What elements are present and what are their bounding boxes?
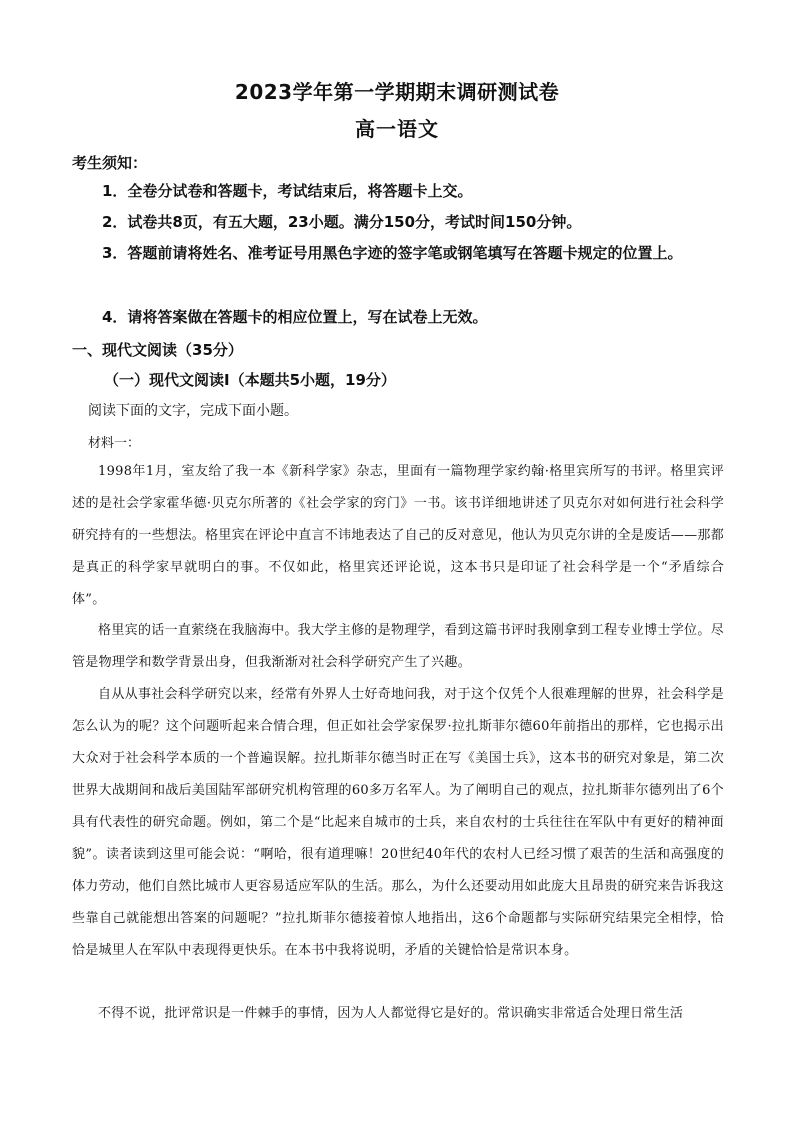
- section-heading: 一、现代文阅读（35分）: [72, 341, 243, 359]
- material-label: 材料一：: [88, 436, 141, 451]
- exam-title: 2023学年第一学期期末调研测试卷: [234, 80, 560, 104]
- notice-item: 1．全卷分试卷和答题卡，考试结束后，将答题卡上交。: [102, 182, 473, 200]
- notice-item: 3．答题前请将姓名、准考证号用黑色字迹的签字笔或钢笔填写在答题卡规定的位置上。: [102, 244, 683, 262]
- notice-item: 2．试卷共8页，有五大题，23小题。满分150分，考试时间150分钟。: [102, 213, 582, 231]
- exam-subtitle: 高一语文: [355, 117, 439, 141]
- notice-heading: 考生须知：: [72, 154, 148, 172]
- sub-section-heading: （一）现代文阅读Ⅰ（本题共5小题，19分）: [104, 371, 396, 389]
- reading-instruction: 阅读下面的文字，完成下面小题。: [88, 403, 298, 419]
- material-paragraph: 格里宾的话一直萦绕在我脑海中。我大学主修的是物理学，看到这篇书评时我刚拿到工程专业博士学位。尽管是物理学和数学背景出身，但我渐渐对社会科学研究产生了兴趣。: [72, 623, 724, 670]
- material-paragraph: 1998年1月，室友给了我一本《新科学家》杂志，里面有一篇物理学家约翰·格里宾所写的书评。格里宾评述的是社会学家霍华德·贝克尔所著的《社会学家的窍门》一书。该书详细地讲述了贝克尔对如何进行社会科学研究持有的一些想法。格里宾在评论中直言不讳地表达了自己的反对意见，他认为贝克尔讲的全是废话——那都是真正的科学家早就明白的事。不仅如此，格里宾还评论说，这本书只是印证了社会科学是一个“矛盾综合体”。: [72, 464, 724, 607]
- material-paragraph: 不得不说，批评常识是一件棘手的事情，因为人人都觉得它是好的。常识确实非常适合处理日常生活: [98, 1006, 684, 1021]
- notice-item: 4．请将答案做在答题卡的相应位置上，写在试卷上无效。: [102, 308, 488, 326]
- material-paragraph: 自从从事社会科学研究以来，经常有外界人士好奇地问我，对于这个仅凭个人很难理解的世界，社会科学是怎么认为的呢？这个问题听起来合情合理，但正如社会学家保罗·拉扎斯菲尔德60年前指出的那样，它也揭示出大众对于社会科学本质的一个普遍误解。拉扎斯菲尔德当时正在写《美国士兵》，这本书的研究对象是，第二次世界大战期间和战后美国陆军部研究机构管理的60多万名军人。为了阐明自己的观点，拉扎斯菲尔德列出了6个具有代表性的研究命题。例如，第二个是“比起来自城市的士兵，来自农村的士兵往往在军队中有更好的精神面貌”。读者读到这里可能会说：“啊哈，很有道理嘛！20世纪40年代的农村人已经习惯了艰苦的生活和高强度的体力劳动，他们自然比城市人更容易适应军队的生活。那么，为什么还要动用如此庞大且昂贵的研究来告诉我这些靠自己就能想出答案的问题呢？”拉扎斯菲尔德接着惊人地指出，这6个命题都与实际研究结果完全相悖，恰恰是城里人在军队中表现得更快乐。在本书中我将说明，矛盾的关键恰恰是常识本身。: [72, 687, 724, 958]
